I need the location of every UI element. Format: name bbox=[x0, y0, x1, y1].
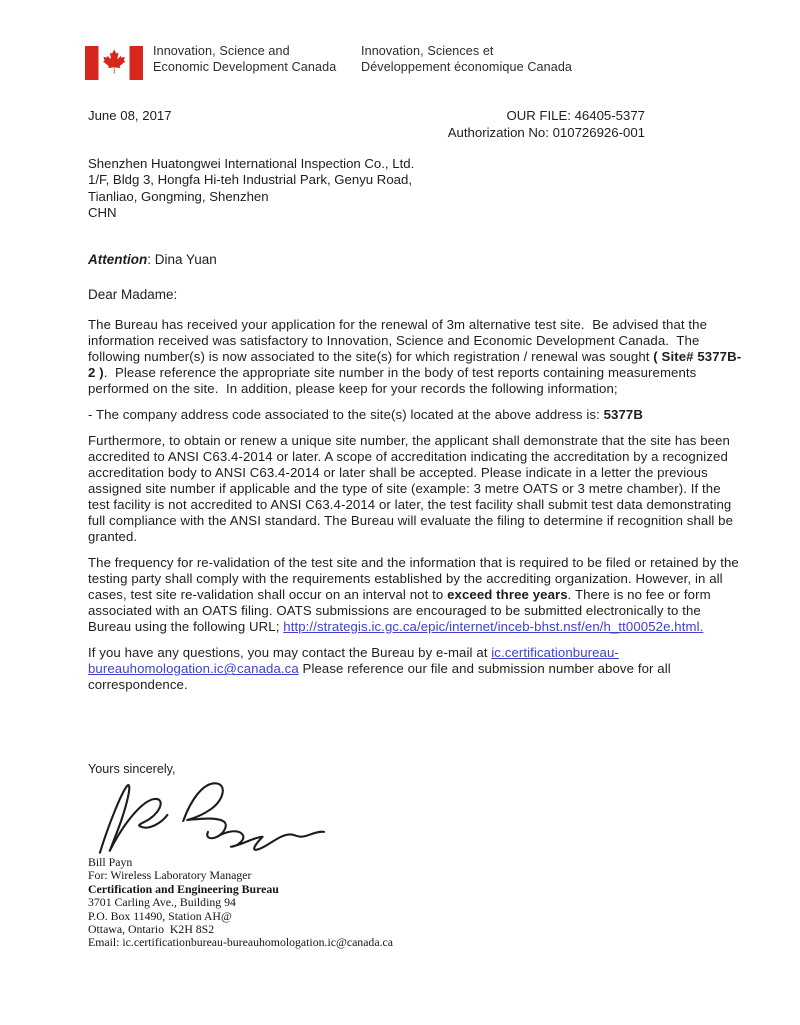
signature-image bbox=[92, 774, 330, 860]
paragraph-questions bbox=[88, 645, 746, 693]
date-and-file-row bbox=[88, 108, 645, 141]
paragraph-application-received bbox=[88, 317, 746, 397]
recipient-address-line: CHN bbox=[88, 205, 117, 221]
paragraph-address-code bbox=[88, 407, 746, 423]
letter-body bbox=[88, 317, 746, 704]
recipient-address-line: 1/F, Bldg 3, Hongfa Hi-teh Industrial Park, Genyu Road, bbox=[88, 172, 412, 188]
letterhead bbox=[85, 44, 601, 80]
attention-line bbox=[88, 252, 217, 267]
bureau-address-line2: P.O. Box 11490, Station AH@ bbox=[88, 908, 232, 923]
paragraph-text: The frequency for re-validation of the test site and the information that is required to be filed or retained by the testing party shall comply with the requirements established by the accrediting organization. However, in all cases, test site re-validation shall occur on an interval not to bbox=[88, 555, 739, 603]
dept-name-en-line1: Innovation, Science and bbox=[153, 44, 290, 58]
paragraph-text: . Please reference the appropriate site number in the body of test reports containing measurements performed on the site. In addition, please keep for your records the following information; bbox=[88, 364, 697, 396]
canada-flag-icon bbox=[85, 46, 143, 80]
bureau-email-text: Email: ic.certificationbureau-bureauhomologation.ic@canada.ca bbox=[88, 935, 393, 950]
bureau-name: Certification and Engineering Bureau bbox=[88, 881, 279, 896]
address-code-bold: 5377B bbox=[603, 407, 643, 423]
dept-name-fr-line1: Innovation, Sciences et bbox=[361, 44, 494, 58]
site-number-bold: ( Site# 5377B-2 ) bbox=[88, 348, 742, 380]
paragraph-revalidation bbox=[88, 555, 746, 635]
bureau-email-link[interactable]: ic.certificationbureau-bureauhomologation.ic@canada.ca bbox=[88, 645, 619, 677]
paragraph-text: Please reference our file and submission number above for all correspondence. bbox=[88, 661, 671, 693]
signer-role: For: Wireless Laboratory Manager bbox=[88, 868, 252, 883]
signature-block bbox=[88, 856, 393, 950]
letter-date: June 08, 2017 bbox=[88, 108, 172, 123]
salutation: Dear Madame: bbox=[88, 287, 178, 302]
attention-label: Attention bbox=[88, 252, 148, 267]
valediction: Yours sincerely, bbox=[88, 762, 176, 776]
authorization-number: Authorization No: 010726926-001 bbox=[447, 124, 645, 140]
paragraph-text: If you have any questions, you may contact the Bureau by e-mail at bbox=[88, 645, 492, 661]
paragraph-text: The Bureau has received your application for the renewal of 3m alternative test site. Be advised that the information received was satisfactory to Innovation, Science and Economic Development Canada. The following number(s) is now associated to the site(s) for which registration / renewal was sought bbox=[88, 317, 708, 364]
dept-name-en-line2: Economic Development Canada bbox=[153, 59, 337, 74]
our-file-number: OUR FILE: 46405-5377 bbox=[506, 108, 645, 123]
file-reference-block bbox=[448, 108, 645, 141]
recipient-address-line: Tianliao, Gongming, Shenzhen bbox=[88, 188, 269, 204]
signer-name: Bill Payn bbox=[88, 855, 133, 869]
oats-url-link[interactable]: http://strategis.ic.gc.ca/epic/internet/inceb-bhst.nsf/en/h_tt00052e.html. bbox=[283, 618, 704, 634]
bureau-address-line1: 3701 Carling Ave., Building 94 bbox=[88, 895, 236, 910]
exceed-three-years-bold: exceed three years bbox=[447, 587, 568, 603]
dept-name-fr-line2: Développement économique Canada bbox=[361, 59, 573, 74]
paragraph-text: - The company address code associated to the site(s) located at the above address is: bbox=[88, 407, 604, 423]
recipient-address-line: Shenzhen Huatongwei International Inspection Co., Ltd. bbox=[88, 156, 415, 171]
dept-name-en bbox=[153, 44, 349, 75]
paragraph-text: . There is no fee or form associated with an OATS filing. OATS submissions are encouraged to be submitted electronically to the Bureau using the following URL; bbox=[88, 587, 711, 634]
bureau-address-line3: Ottawa, Ontario K2H 8S2 bbox=[88, 922, 215, 937]
attention-value: : Dina Yuan bbox=[147, 252, 217, 267]
paragraph-accreditation: Furthermore, to obtain or renew a unique site number, the applicant shall demonstrate that the site has been accredited to ANSI C63.4-2014 or later. A scope of accreditation indicating the accreditation by a recognized accreditation body to ANSI C63.4-2014 or later shall be accepted. Please indicate in a letter the previous assigned site number if applicable and the type of site (example: 3 metre OATS or 3 metre chamber). If the test facility is not accredited to ANSI C63.4-2014 or later, the test facility shall submit test data demonstrating full compliance with the ANSI standard. The Bureau will evaluate the filing to determine if recognition shall be granted. bbox=[88, 433, 734, 544]
recipient-address bbox=[88, 156, 414, 222]
dept-name-fr bbox=[361, 44, 601, 75]
